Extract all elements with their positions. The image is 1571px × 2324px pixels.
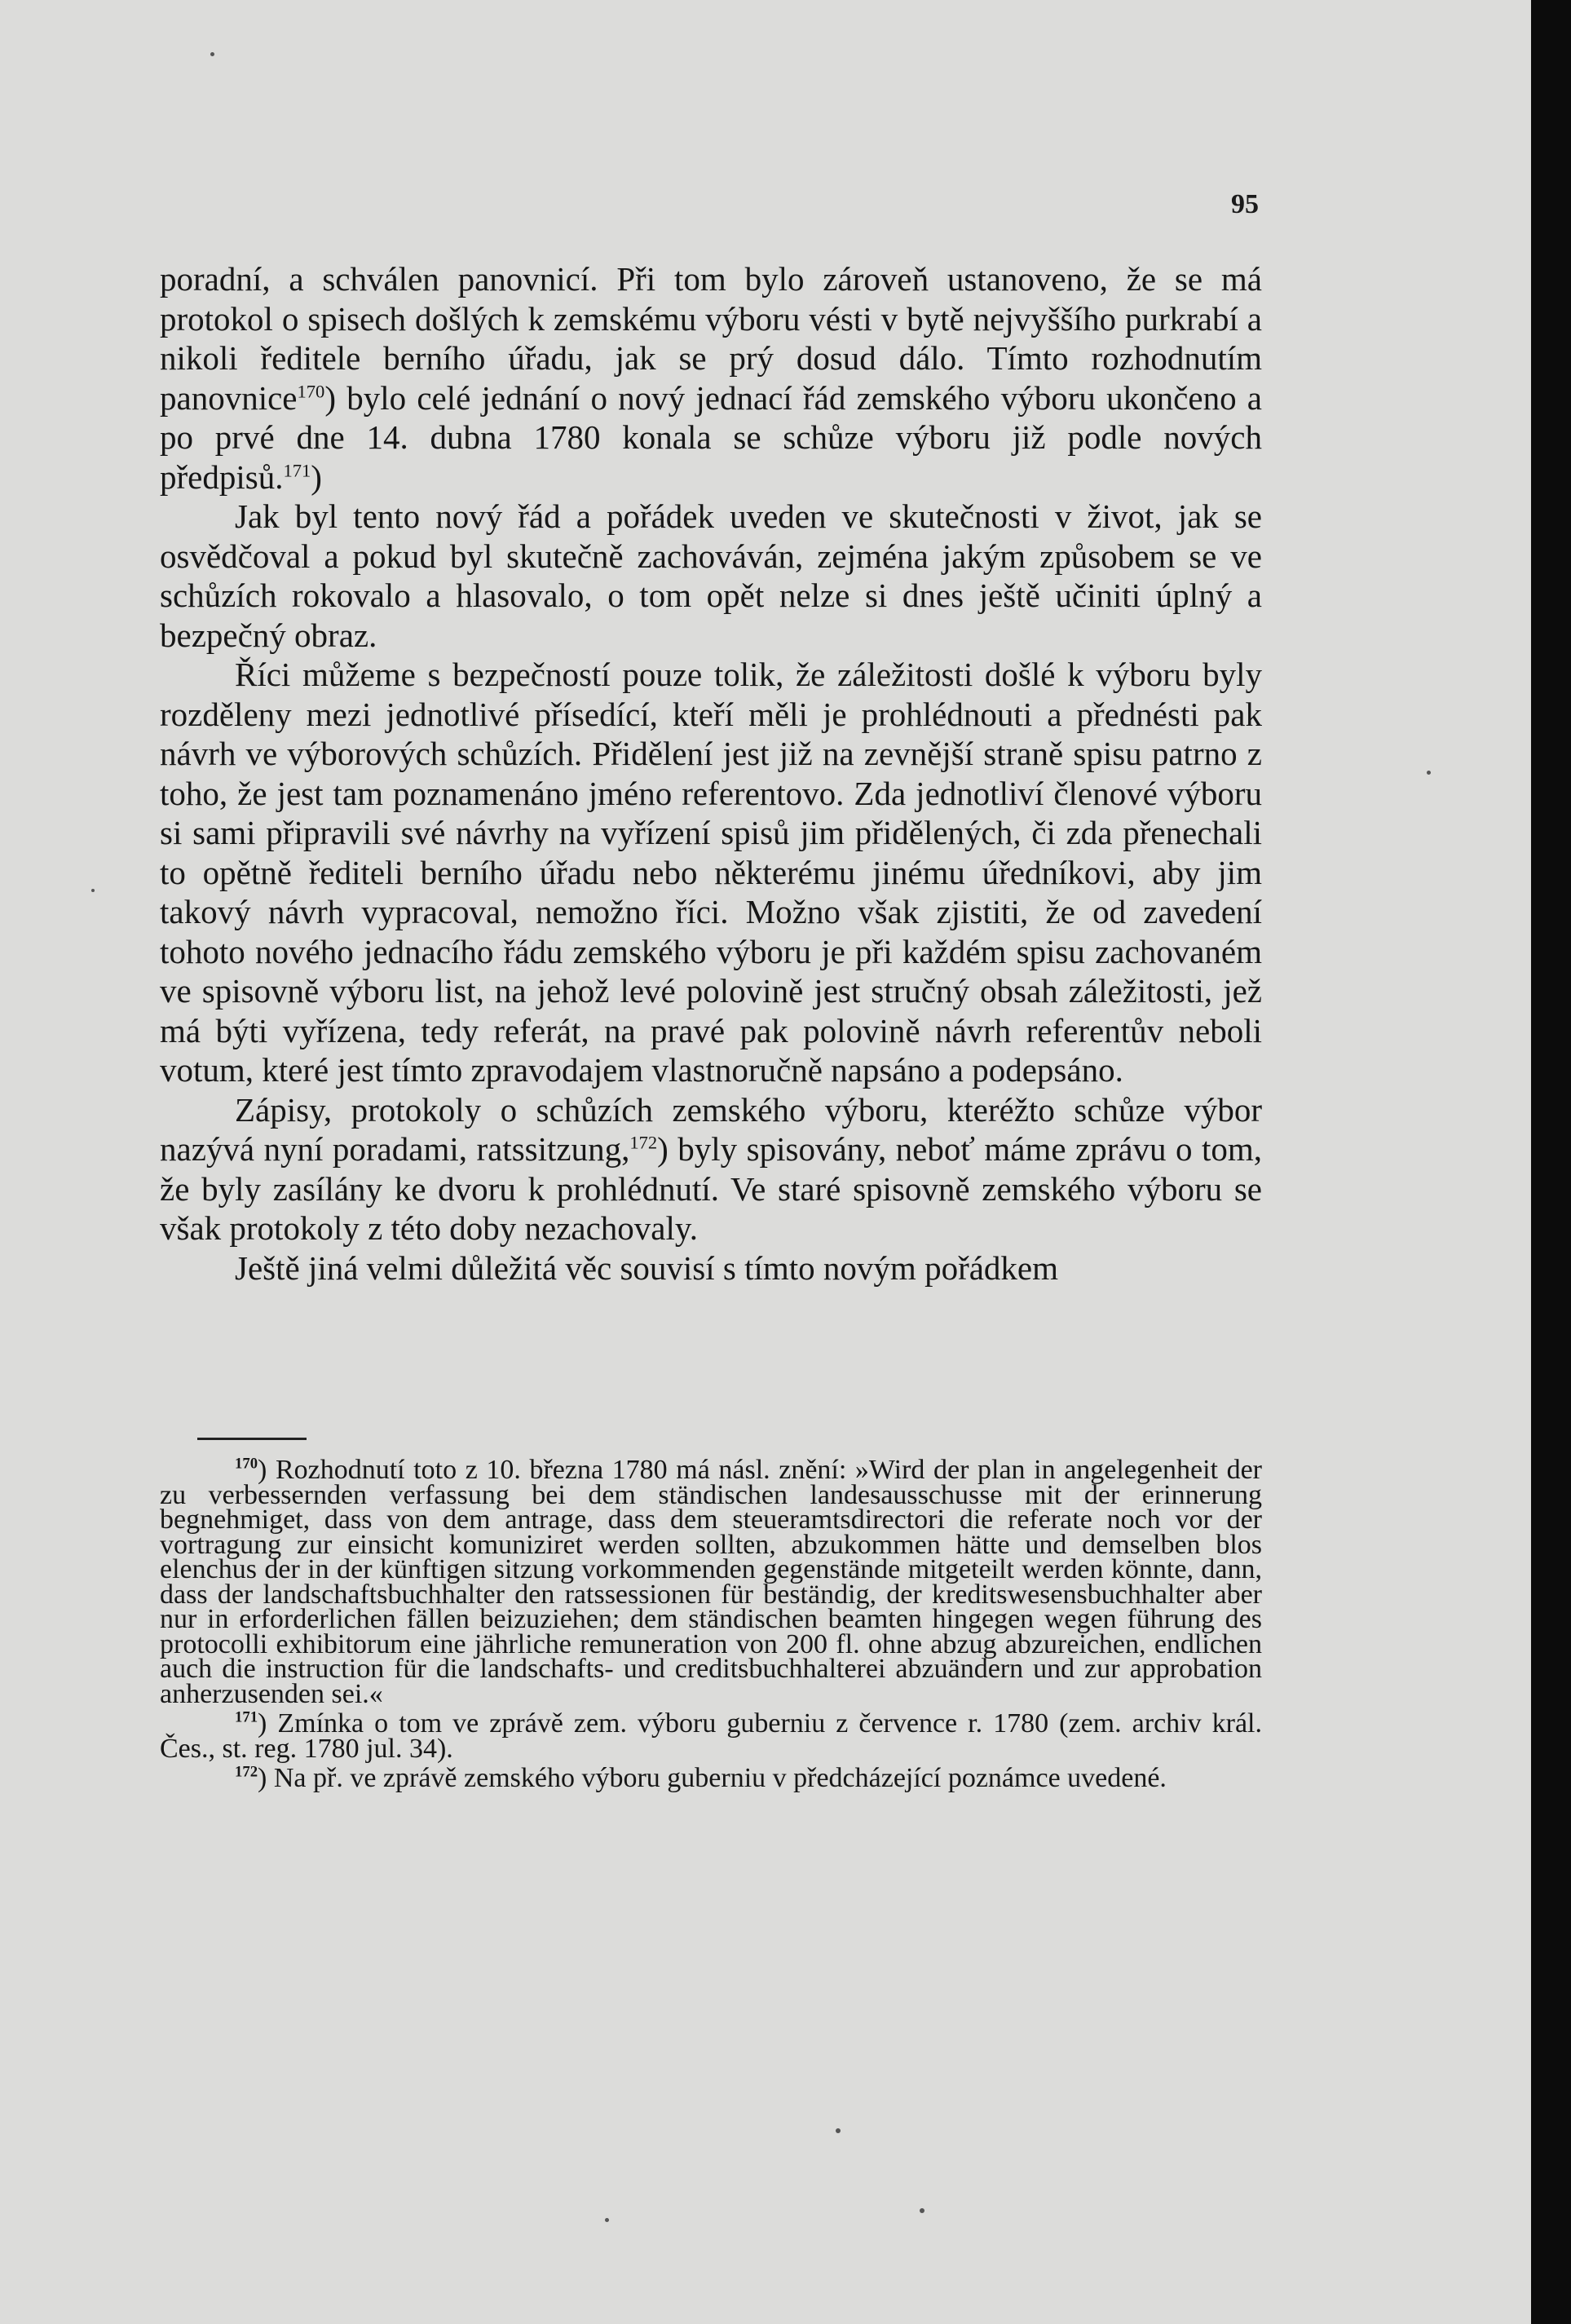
footnote-separator — [197, 1438, 307, 1440]
paragraph-text: ) byly spisovány, neboť máme zprávu o tom, že byly zasílány ke dvoru k prohlédnutí. Ve staré spisovně zemského výboru se však protokoly z této doby nezachovaly. — [160, 1130, 1263, 1247]
paragraph-text: ) bylo celé jednání o nový jednací řád zemského výboru ukončeno a po prvé dne 14. dubna 1780 konala se schůze výboru již podle nových předpisů. — [160, 378, 1262, 496]
paragraph-text: Říci můžeme s bezpečností pouze tolik, že záležitosti došlé k výboru byly rozděleny mezi jednotlivé přísedící, kteří měli je prohlédnouti a přednésti pak návrh ve výborových schůzích. Přidělení jest již na zevnější straně spisu patrno z toho, že jest tam poznamenáno jméno referentovo. Zda jednotliví členové výboru si sami připravili své návrhy na vyřízení spisů jim přidělených, či zda přenechali to opětně řediteli berního úřadu nebo některému jinému úředníkovi, aby jim takový návrh vypracoval, nemožno říci. Možno však zjistiti, že od zavedení tohoto nového jednacího řádu zemského výboru je při každém spisu zachovaném ve spisovně výboru list, na jehož levé polovině jest stručný obsah záležitosti, jež má býti vyřízena, tedy referát, na pravé pak polovině návrh referentův neboli votum, které jest tímto zpravodajem vlastnoručně napsáno a podepsáno. — [160, 656, 1262, 1089]
footnotes — [160, 1455, 1262, 1793]
paragraph — [160, 259, 1262, 497]
paragraph-text: ) — [311, 457, 322, 496]
footnote-ref: 170 — [297, 380, 325, 401]
scan-speck — [210, 52, 214, 56]
paragraph — [160, 1248, 1262, 1288]
footnote — [160, 1763, 1262, 1793]
paragraph-text: Jak byl tento nový řád a pořádek uveden ve skutečnosti v život, jak se osvědčoval a pokud byl skutečně zachováván, zejména jakým způsobem se ve schůzích rokovalo a hlasovalo, o tom opět nelze si dnes ještě učiniti úplný a bezpečný obraz. — [160, 497, 1262, 654]
footnote-number: 172 — [235, 1763, 258, 1781]
main-text — [160, 259, 1262, 1288]
scan-speck — [920, 2208, 925, 2213]
footnote-ref: 171 — [283, 459, 311, 480]
footnote — [160, 1455, 1262, 1709]
paragraph — [160, 497, 1262, 655]
paragraph-text: Zápisy, protokoly o schůzích zemského výboru, kteréžto schůze výbor nazývá nyní poradami, ratssitzung, — [160, 1090, 1262, 1168]
paragraph-text: Ještě jiná velmi důležitá věc souvisí s tímto novým pořádkem — [235, 1248, 1059, 1287]
scan-speck — [836, 2128, 841, 2133]
footnote-number: 170 — [235, 1455, 258, 1473]
scan-speck — [605, 2218, 609, 2222]
scan-speck — [1427, 771, 1431, 775]
footnote-text: ) Na př. ve zprávě zemského výboru guberniu v předcházející poznámce uvedené. — [258, 1763, 1167, 1793]
footnote — [160, 1708, 1262, 1764]
paragraph — [160, 1090, 1262, 1248]
scan-speck — [91, 889, 95, 892]
footnote-ref: 172 — [629, 1132, 658, 1153]
paragraph — [160, 655, 1262, 1090]
paragraph-text: poradní, a schválen panovnicí. Při tom bylo zároveň ustanoveno, že se má protokol o spisech došlých k zemskému výboru vésti v bytě nejvyššího purkrabí a nikoli ředitele berního úřadu, jak se prý dosud dálo. Tímto rozhodnutím panovnice — [160, 260, 1262, 417]
footnote-text: ) Rozhodnutí toto z 10. března 1780 má násl. znění: »Wird der plan in angelegenheit der zu verbessernden verfassung bei dem ständischen landesausschusse mit der erinnerung begnehmiget, dass von dem antrage, dass dem steueramtsdirectori die referate noch vor der vortragung zur einsicht komuniziret werden sollten, abzukommen hätte und demselben blos elenchus der in der künftigen sitzung vorkommenden gegenstände mitgeteilt werden könnte, dann, dass der landschaftsbuchhalter den ratssessionen für beständig, der kreditswesensbuchhalter aber nur in erforderlichen fällen beizuziehen; dem ständischen beamten hingegen wegen führung des protocolli exhibitorum eine jährliche remuneration von 200 fl. ohne abzug abzureichen, endlichen auch die instruction für die landschafts- und creditsbuchhalterei abzuändern und zur approbation anherzusenden sei.« — [160, 1455, 1262, 1709]
page-number: 95 — [1231, 189, 1259, 219]
footnote-number: 171 — [235, 1708, 258, 1726]
footnote-text: ) Zmínka o tom ve zprávě zem. výboru guberniu z července r. 1780 (zem. archiv král. Čes., st. reg. 1780 jul. 34). — [160, 1708, 1262, 1764]
